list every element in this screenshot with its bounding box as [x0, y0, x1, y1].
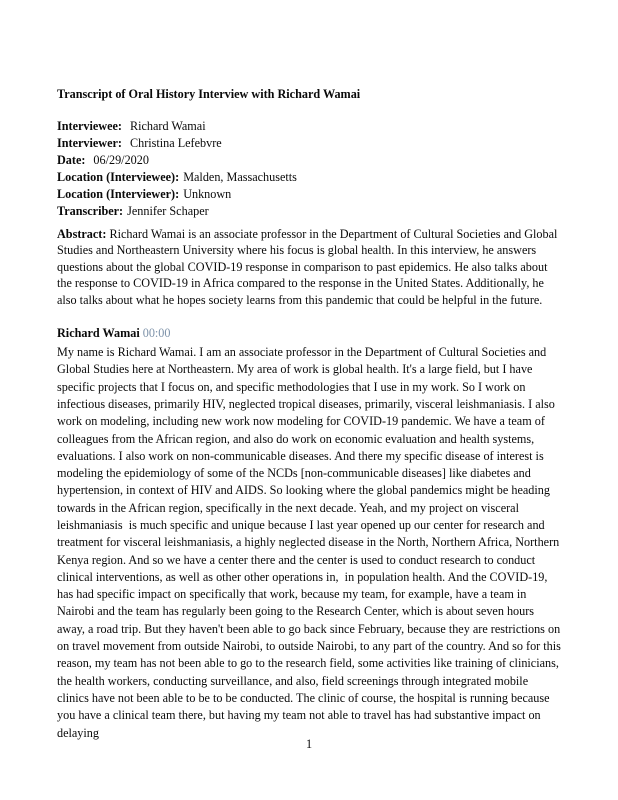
metadata-value: Malden, Massachusetts — [183, 170, 297, 184]
metadata-row-location-interviewer — [57, 186, 562, 203]
abstract-text: Richard Wamai is an associate professor in the Department of Cultural Societies and Global Studies and Northeastern University where his focus is global health. In this interview, he answers questions about the global COVID-19 response in comparison to past epidemics. He also talks about the response to COVID-19 in Africa compared to the response in the United States. Additionally, he also talks about what he hopes society learns from this pandemic that could be helpful in the future. — [57, 227, 558, 307]
metadata-value: Christina Lefebvre — [129, 136, 222, 150]
metadata-value: Jennifer Schaper — [127, 204, 209, 218]
metadata-label: Interviewee: — [57, 119, 122, 133]
metadata-row-transcriber — [57, 203, 562, 220]
abstract-label: Abstract: — [57, 227, 107, 241]
metadata-label: Date: — [57, 153, 86, 167]
metadata-value: 06/29/2020 — [93, 153, 149, 167]
metadata-row-location-interviewee — [57, 169, 562, 186]
metadata-label: Location (Interviewee): — [57, 170, 180, 184]
metadata-label: Location (Interviewer): — [57, 187, 180, 201]
metadata-value: Unknown — [183, 187, 232, 201]
speaker-line — [57, 325, 562, 342]
page-content — [57, 86, 562, 742]
speaker-name: Richard Wamai — [57, 326, 140, 341]
metadata-row-date — [57, 152, 562, 169]
metadata-label: Transcriber: — [57, 204, 124, 218]
metadata-block — [57, 118, 562, 220]
timestamp: 00:00 — [142, 326, 171, 341]
page-number: 1 — [305, 737, 313, 751]
metadata-label: Interviewer: — [57, 136, 122, 150]
abstract-paragraph — [57, 226, 562, 308]
metadata-row-interviewer — [57, 135, 562, 152]
document-title: Transcript of Oral History Interview with Richard Wamai — [57, 87, 361, 101]
metadata-value: Richard Wamai — [129, 119, 206, 133]
transcript-paragraph: My name is Richard Wamai. I am an associate professor in the Department of Cultural Societies and Global Studies here at Northeastern. My area of work is global health. It's a large field, but I have specific projects that I focus on, and specific methodologies that I use in my work. So I work on infectious diseases, primarily HIV, neglected tropical diseases, primarily, visceral leishmaniasis. I also work on modeling, including new work now modeling for COVID-19 pandemic. We have a team of colleagues from the African region, and also do work on economic evaluation and health systems, evaluations. I also work on non-communicable diseases. And there my specific disease of interest is modeling the epidemiology of some of the NCDs [non-communicable diseases] like diabetes and hypertension, in context of HIV and AIDS. So looking where the global pandemics might be heading towards in the African region, specifically in the next decade. Yeah, and my project on visceral leishmaniasis is much specific and unique because I last year opened up our center for research and treatment for visceral leishmaniasis, a highly neglected disease in the North, Northern Africa, Northern Kenya region. And so we have a center there and the center is used to conduct research to conduct clinical interventions, as well as other other operations in, in population health. And the COVID-19, has had specific impact on specifically that work, because my team, for example, have a team in Nairobi and the team has regularly been going to the Research Center, which is about seven hours away, a road trip. But they haven't been able to go back since February, because they are restrictions on on travel movement from outside Nairobi, to outside Nairobi, to any part of the country. And so for this reason, my team has not been able to go to the research field, some activities like training of clinicians, the health workers, conducting surveillance, and also, field screenings through integrated mobile clinics have not been able to be to be conducted. The clinic of course, the hospital is running because you have a clinical team there, but having my team not able to travel has had substantive impact on delaying — [57, 345, 564, 740]
metadata-row-interviewee — [57, 118, 562, 135]
